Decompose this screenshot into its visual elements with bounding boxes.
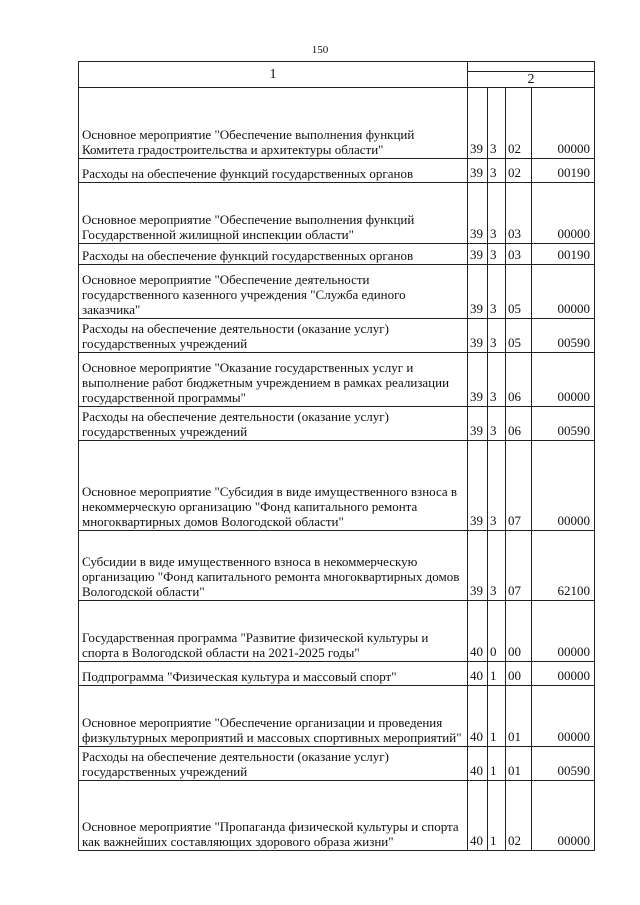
row-code-4: 00000 bbox=[532, 686, 595, 747]
row-code-2: 3 bbox=[488, 353, 506, 407]
table-row bbox=[79, 319, 595, 353]
row-code-3: 06 bbox=[506, 407, 532, 441]
row-code-3: 03 bbox=[506, 244, 532, 265]
row-code-3: 05 bbox=[506, 319, 532, 353]
row-code-4: 00000 bbox=[532, 353, 595, 407]
row-code-1: 39 bbox=[468, 407, 488, 441]
table-row bbox=[79, 265, 595, 319]
row-description: Основное мероприятие "Обеспечение деятельности государственного казенного учреждения "Служба единого заказчика" bbox=[79, 265, 468, 319]
page-number: 150 bbox=[311, 44, 329, 56]
table-row bbox=[79, 686, 595, 747]
row-code-2: 3 bbox=[488, 159, 506, 183]
row-description: Государственная программа "Развитие физической культуры и спорта в Вологодской области на 2021-2025 годы" bbox=[79, 601, 468, 662]
row-code-3: 00 bbox=[506, 662, 532, 686]
table-row bbox=[79, 353, 595, 407]
row-description: Расходы на обеспечение функций государственных органов bbox=[79, 159, 468, 183]
row-code-2: 3 bbox=[488, 407, 506, 441]
row-code-1: 39 bbox=[468, 353, 488, 407]
row-code-1: 39 bbox=[468, 319, 488, 353]
row-code-1: 40 bbox=[468, 601, 488, 662]
row-description: Расходы на обеспечение деятельности (оказание услуг) государственных учреждений bbox=[79, 747, 468, 781]
header-row bbox=[79, 62, 595, 72]
row-description: Основное мероприятие "Субсидия в виде имущественного взноса в некоммерческую организацию "Фонд капитального ремонта многоквартирных домов Вологодской области" bbox=[79, 441, 468, 531]
row-code-4: 00000 bbox=[532, 662, 595, 686]
table-row bbox=[79, 244, 595, 265]
row-code-2: 3 bbox=[488, 265, 506, 319]
row-description: Расходы на обеспечение функций государственных органов bbox=[79, 244, 468, 265]
row-description: Основное мероприятие "Обеспечение выполнения функций Государственной жилищной инспекции области" bbox=[79, 183, 468, 244]
table-row bbox=[79, 531, 595, 601]
row-code-3: 02 bbox=[506, 781, 532, 851]
row-code-4: 00590 bbox=[532, 747, 595, 781]
row-code-4: 00000 bbox=[532, 781, 595, 851]
row-code-2: 3 bbox=[488, 88, 506, 159]
row-code-2: 0 bbox=[488, 601, 506, 662]
row-code-2: 1 bbox=[488, 781, 506, 851]
row-code-2: 1 bbox=[488, 747, 506, 781]
row-code-4: 00190 bbox=[532, 159, 595, 183]
table-row bbox=[79, 781, 595, 851]
row-code-4: 00000 bbox=[532, 265, 595, 319]
row-code-1: 39 bbox=[468, 244, 488, 265]
row-code-1: 40 bbox=[468, 662, 488, 686]
row-code-2: 3 bbox=[488, 441, 506, 531]
row-code-1: 39 bbox=[468, 531, 488, 601]
row-code-1: 39 bbox=[468, 183, 488, 244]
row-code-1: 39 bbox=[468, 159, 488, 183]
row-code-2: 3 bbox=[488, 319, 506, 353]
row-code-2: 1 bbox=[488, 686, 506, 747]
row-code-3: 02 bbox=[506, 159, 532, 183]
row-code-3: 06 bbox=[506, 353, 532, 407]
row-code-3: 07 bbox=[506, 441, 532, 531]
row-code-4: 00590 bbox=[532, 407, 595, 441]
row-code-4: 00000 bbox=[532, 88, 595, 159]
table-row bbox=[79, 159, 595, 183]
row-description: Расходы на обеспечение деятельности (оказание услуг) государственных учреждений bbox=[79, 407, 468, 441]
table-row bbox=[79, 88, 595, 159]
budget-classification-table bbox=[78, 61, 595, 851]
table-row bbox=[79, 407, 595, 441]
row-code-4: 62100 bbox=[532, 531, 595, 601]
row-description: Основное мероприятие "Пропаганда физической культуры и спорта как важнейших составляющих здорового образа жизни" bbox=[79, 781, 468, 851]
row-code-1: 39 bbox=[468, 441, 488, 531]
table-row bbox=[79, 601, 595, 662]
row-code-3: 07 bbox=[506, 531, 532, 601]
row-description: Основное мероприятие "Обеспечение выполнения функций Комитета градостроительства и архитектуры области" bbox=[79, 88, 468, 159]
row-code-3: 02 bbox=[506, 88, 532, 159]
row-code-1: 39 bbox=[468, 265, 488, 319]
row-code-4: 00590 bbox=[532, 319, 595, 353]
row-code-1: 39 bbox=[468, 88, 488, 159]
row-description: Расходы на обеспечение деятельности (оказание услуг) государственных учреждений bbox=[79, 319, 468, 353]
row-description: Подпрограмма "Физическая культура и массовый спорт" bbox=[79, 662, 468, 686]
row-code-3: 01 bbox=[506, 747, 532, 781]
row-code-1: 40 bbox=[468, 747, 488, 781]
row-code-3: 00 bbox=[506, 601, 532, 662]
table-row bbox=[79, 441, 595, 531]
row-code-2: 3 bbox=[488, 183, 506, 244]
row-code-4: 00000 bbox=[532, 601, 595, 662]
row-code-4: 00000 bbox=[532, 441, 595, 531]
table-row bbox=[79, 747, 595, 781]
row-code-2: 3 bbox=[488, 531, 506, 601]
row-description: Основное мероприятие "Обеспечение организации и проведения физкультурных мероприятий и массовых спортивных мероприятий" bbox=[79, 686, 468, 747]
row-description: Субсидии в виде имущественного взноса в некоммерческую организацию "Фонд капитального ремонта многоквартирных домов Вологодской области" bbox=[79, 531, 468, 601]
row-code-3: 05 bbox=[506, 265, 532, 319]
row-code-3: 03 bbox=[506, 183, 532, 244]
row-code-1: 40 bbox=[468, 686, 488, 747]
table-row bbox=[79, 183, 595, 244]
header-col-2: 2 bbox=[468, 72, 595, 88]
header-col-1: 1 bbox=[79, 62, 468, 88]
row-description: Основное мероприятие "Оказание государственных услуг и выполнение работ бюджетным учреждением в рамках реализации государственной программы" bbox=[79, 353, 468, 407]
row-code-2: 1 bbox=[488, 662, 506, 686]
row-code-2: 3 bbox=[488, 244, 506, 265]
row-code-4: 00190 bbox=[532, 244, 595, 265]
row-code-4: 00000 bbox=[532, 183, 595, 244]
table-row bbox=[79, 662, 595, 686]
row-code-3: 01 bbox=[506, 686, 532, 747]
row-code-1: 40 bbox=[468, 781, 488, 851]
